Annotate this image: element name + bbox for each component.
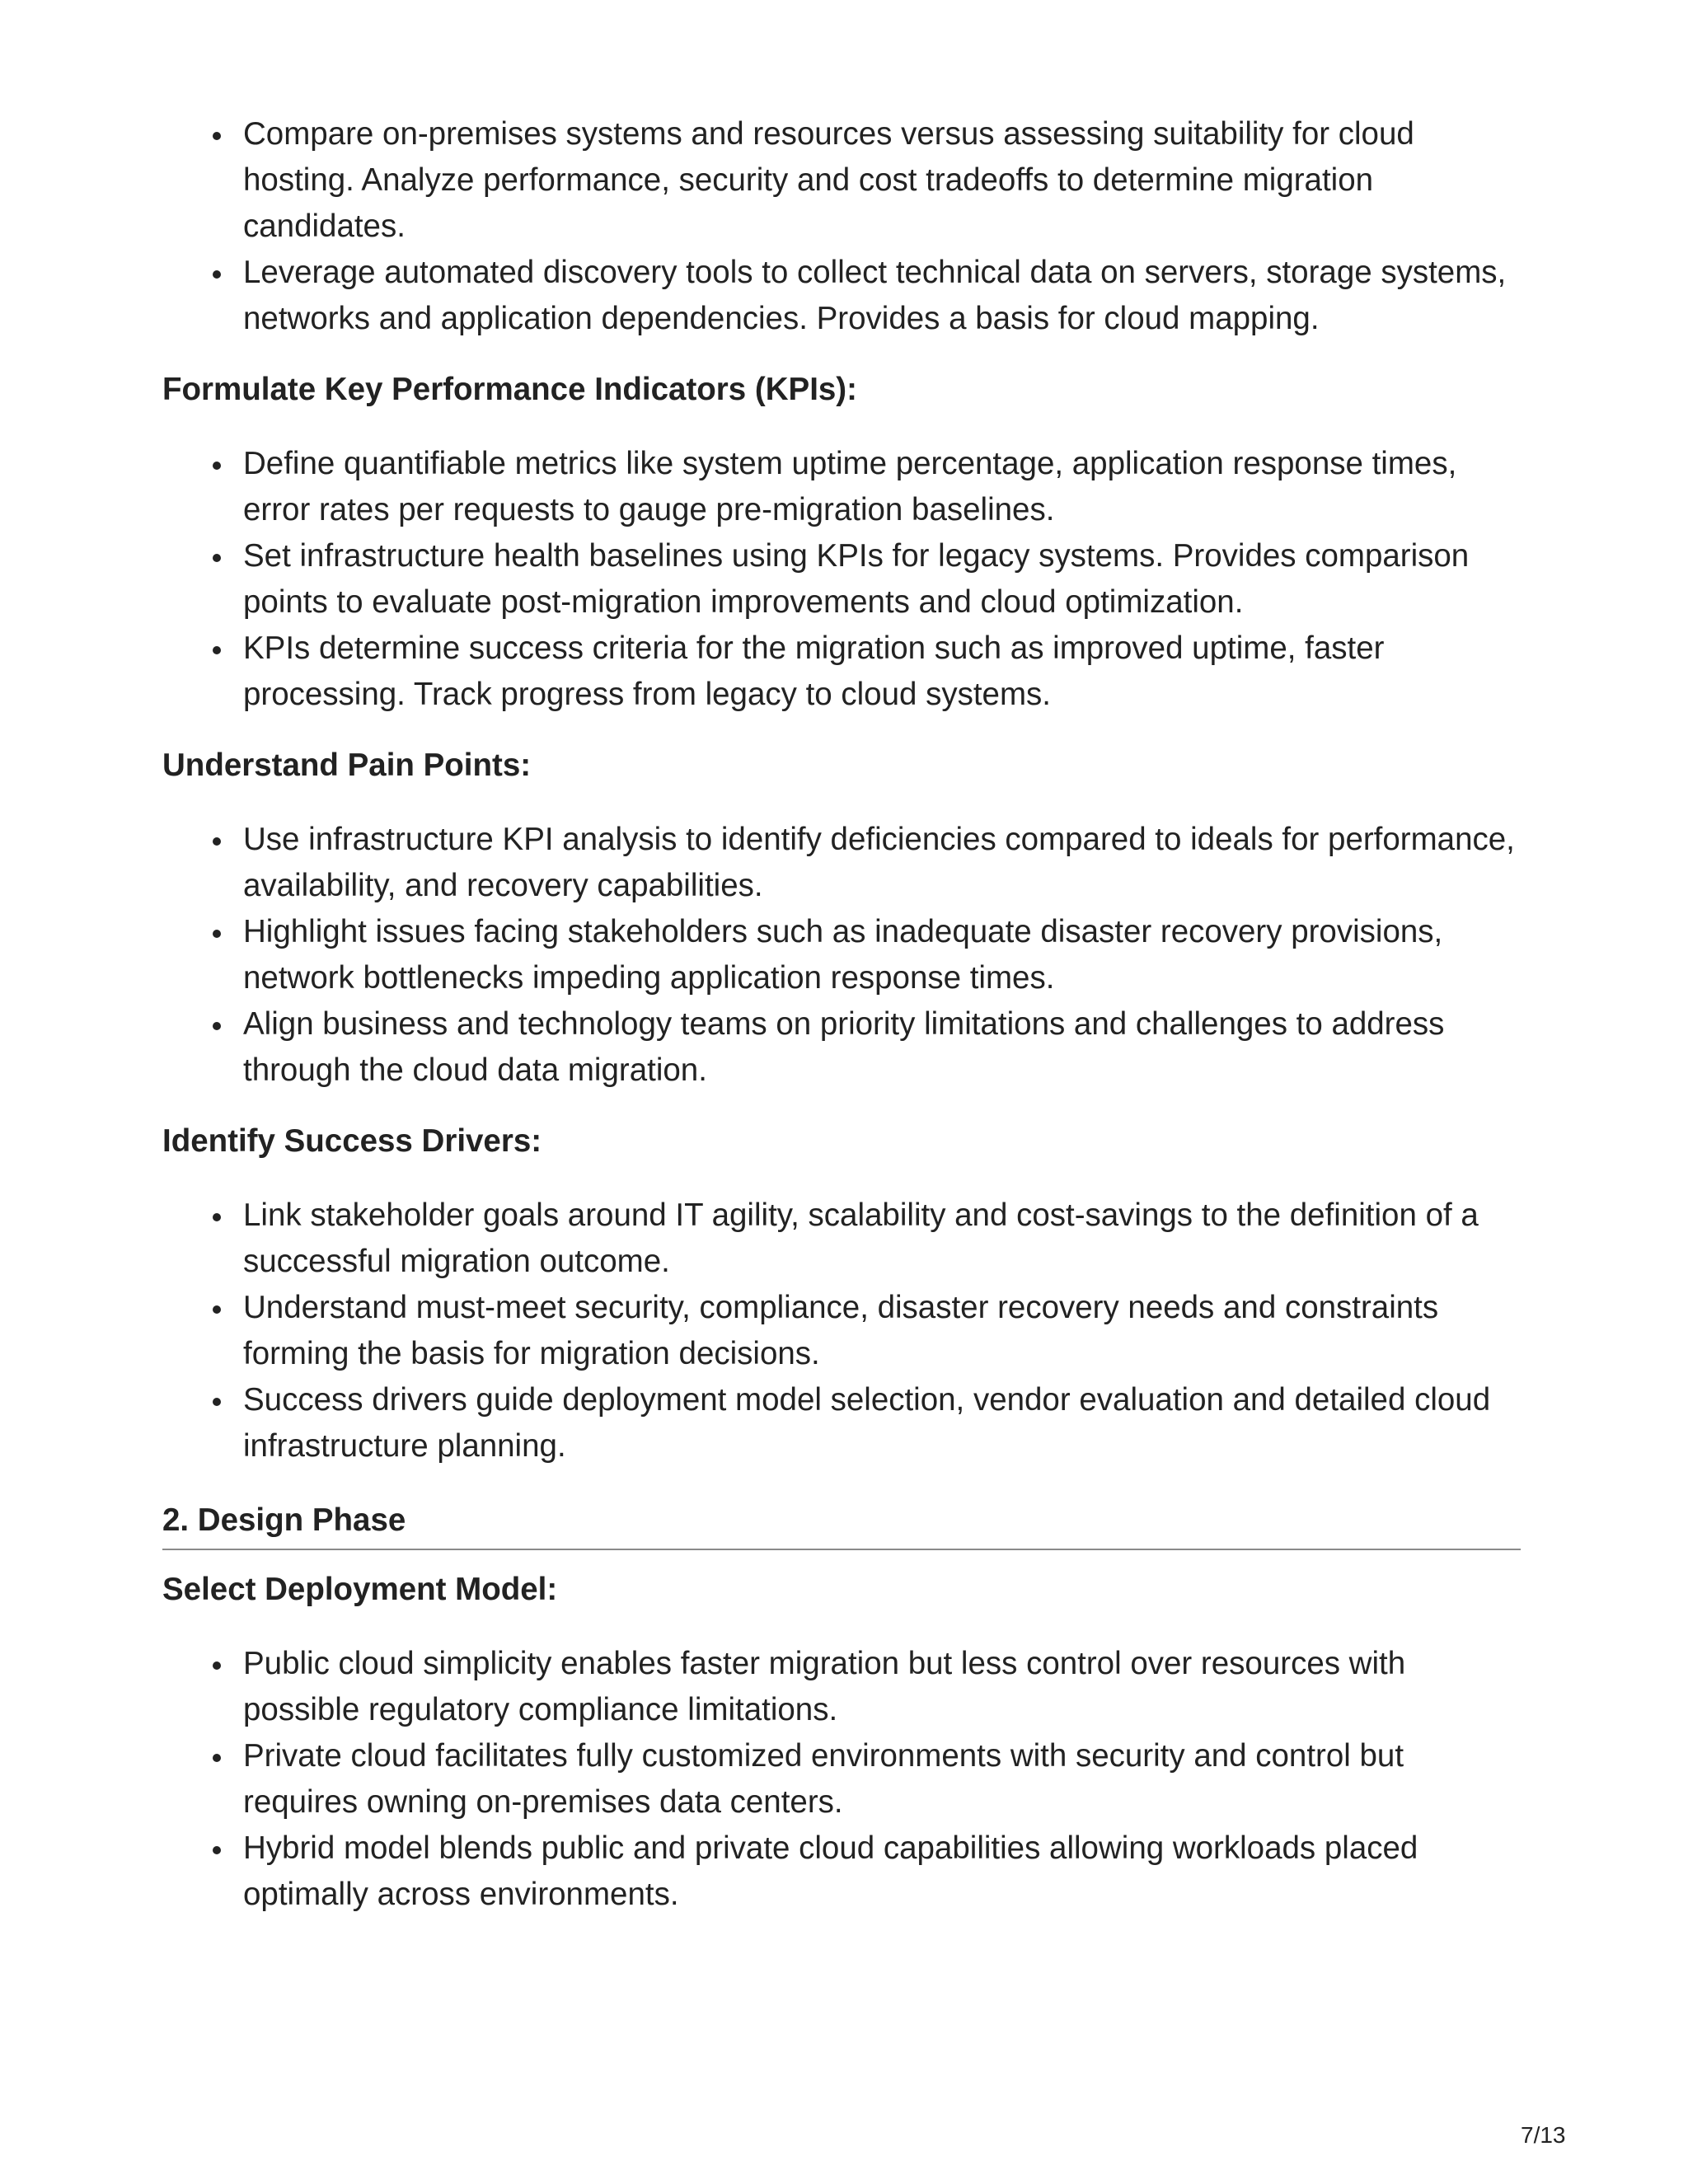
success-drivers-bullet-list bbox=[162, 1193, 1521, 1469]
list-item: Success drivers guide deployment model selection, vendor evaluation and detailed cloud infrastructure planning. bbox=[243, 1377, 1521, 1469]
intro-bullet-list bbox=[162, 111, 1521, 342]
document-page bbox=[162, 111, 1521, 1918]
list-item: Align business and technology teams on priority limitations and challenges to address through the cloud data migration. bbox=[243, 1001, 1521, 1094]
list-item: Compare on-premises systems and resources versus assessing suitability for cloud hosting. Analyze performance, security and cost tradeoffs to determine migration candidates. bbox=[243, 111, 1521, 250]
kpis-bullet-list bbox=[162, 441, 1521, 718]
kpis-heading: Formulate Key Performance Indicators (KPIs): bbox=[162, 372, 857, 407]
pain-points-bullet-list bbox=[162, 817, 1521, 1094]
page-number: 7/13 bbox=[1521, 2122, 1566, 2148]
list-item: Link stakeholder goals around IT agility, scalability and cost-savings to the definition of a successful migration outcome. bbox=[243, 1193, 1521, 1285]
list-item: Use infrastructure KPI analysis to identify deficiencies compared to ideals for performance, availability, and recovery capabilities. bbox=[243, 817, 1521, 909]
success-drivers-heading: Identify Success Drivers: bbox=[162, 1123, 542, 1159]
list-item: Highlight issues facing stakeholders such as inadequate disaster recovery provisions, network bottlenecks impeding application response times. bbox=[243, 909, 1521, 1001]
list-item: Define quantifiable metrics like system uptime percentage, application response times, error rates per requests to gauge pre-migration baselines. bbox=[243, 441, 1521, 533]
design-phase-heading: 2. Design Phase bbox=[162, 1497, 1521, 1550]
deployment-model-heading: Select Deployment Model: bbox=[162, 1572, 558, 1607]
list-item: Public cloud simplicity enables faster migration but less control over resources with possible regulatory compliance limitations. bbox=[243, 1641, 1521, 1733]
deployment-model-bullet-list bbox=[162, 1641, 1521, 1918]
list-item: Understand must-meet security, compliance, disaster recovery needs and constraints forming the basis for migration decisions. bbox=[243, 1285, 1521, 1377]
list-item: Set infrastructure health baselines using KPIs for legacy systems. Provides comparison points to evaluate post-migration improvements and cloud optimization. bbox=[243, 533, 1521, 626]
list-item: KPIs determine success criteria for the migration such as improved uptime, faster processing. Track progress from legacy to cloud systems. bbox=[243, 626, 1521, 718]
pain-points-heading: Understand Pain Points: bbox=[162, 748, 532, 783]
list-item: Private cloud facilitates fully customized environments with security and control but requires owning on-premises data centers. bbox=[243, 1733, 1521, 1825]
list-item: Hybrid model blends public and private cloud capabilities allowing workloads placed optimally across environments. bbox=[243, 1825, 1521, 1918]
list-item: Leverage automated discovery tools to collect technical data on servers, storage systems, networks and application dependencies. Provides a basis for cloud mapping. bbox=[243, 250, 1521, 342]
